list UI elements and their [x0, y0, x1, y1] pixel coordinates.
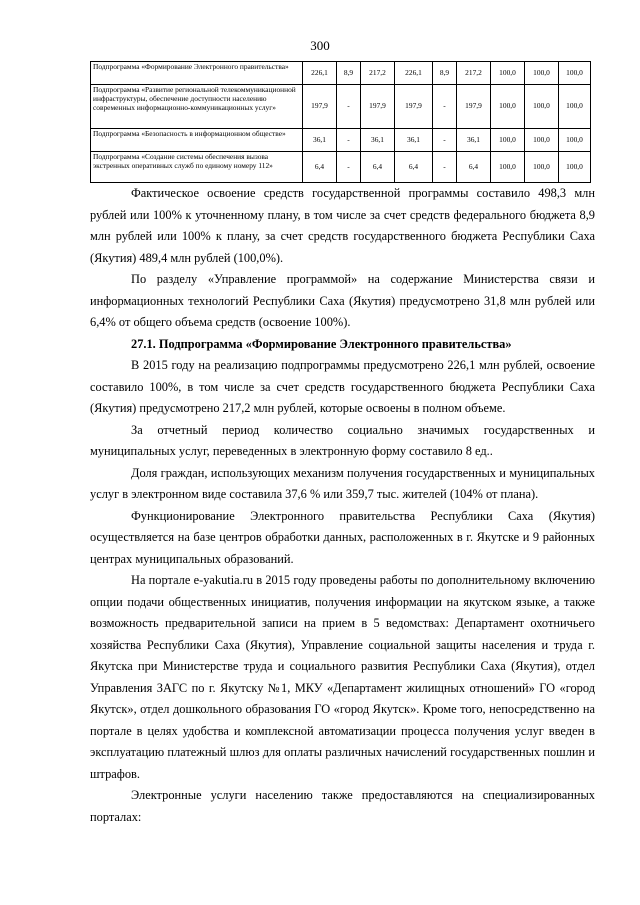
table-cell-value: 197,9: [361, 85, 395, 129]
table-row: [91, 85, 591, 129]
table-cell-value: 197,9: [303, 85, 337, 129]
table-cell-value: 6,4: [303, 152, 337, 183]
table-cell-value: 100,0: [559, 129, 591, 152]
table-cell-value: 6,4: [395, 152, 433, 183]
table-cell-subprogram-name: Подпрограмма «Развитие региональной телекоммуникационной инфраструктуры, обеспечение доступности населению современных информационно-коммуникационных услуг»: [91, 85, 303, 129]
paragraph-portal-works: На портале e-yakutia.ru в 2015 году проведены работы по дополнительному включению опции подачи общественных инициатив, получения информации на якутском языке, а также возможность предварительной записи на прием в 5 ведомствах: Департамент охотничьего хозяйства Республики Саха (Якутия), Управление социальной защиты населения и труда г. Якутска при Министерстве труда и социального развития Республики Саха (Якутия), отдел Управления ЗАГС по г. Якутску №1, МКУ «Департамент жилищных отношений» ГО «город Якутск», отдел дошкольного образования ГО «город Якутск». Кроме того, непосредственно на портале в целях удобства и комплексной автоматизации процесса получения услуг введен в эксплуатацию платежный шлюз для оплаты различных начислений государственных пошлин и штрафов.: [90, 573, 595, 781]
table-cell-value: 100,0: [525, 62, 559, 85]
table-cell-value: 100,0: [491, 152, 525, 183]
paragraph-citizens-share: Доля граждан, использующих механизм получения государственных и муниципальных услуг в электронном виде составила 37,6 % или 359,7 тыс. жителей (104% от плана).: [90, 465, 595, 501]
table-cell-value: 8,9: [433, 62, 457, 85]
table-cell-value: -: [433, 152, 457, 183]
table-cell-value: 100,0: [559, 85, 591, 129]
table-cell-value: -: [337, 85, 361, 129]
table-cell-value: 6,4: [457, 152, 491, 183]
table-cell-value: 217,2: [457, 62, 491, 85]
paragraph-actual-spending: Фактическое освоение средств государственной программы составило 498,3 млн рублей или 100% к уточненному плану, в том числе за счет средств федерального бюджета 8,9 млн рублей или 100% к плану, за счет средств государственного бюджета Республики Саха (Якутия) 489,4 млн рублей (100,0%).: [90, 186, 595, 265]
budget-table: [90, 61, 591, 183]
table-cell-subprogram-name: Подпрограмма «Создание системы обеспечения вызова экстренных оперативных служб по единому номеру 112»: [91, 152, 303, 183]
table-cell-value: 36,1: [395, 129, 433, 152]
table-cell-subprogram-name: Подпрограмма «Формирование Электронного правительства»: [91, 62, 303, 85]
paragraph-electronic-services-count: За отчетный период количество социально значимых государственных и муниципальных услуг, переведенных в электронную форму составило 8 ед..: [90, 422, 595, 458]
table-cell-value: -: [337, 152, 361, 183]
table-cell-value: 6,4: [361, 152, 395, 183]
table-cell-value: 100,0: [491, 62, 525, 85]
table-cell-value: 226,1: [395, 62, 433, 85]
table-cell-subprogram-name: Подпрограмма «Безопасность в информационном обществе»: [91, 129, 303, 152]
table-cell-value: -: [433, 129, 457, 152]
table-cell-value: 36,1: [361, 129, 395, 152]
table-row: [91, 129, 591, 152]
table-cell-value: 226,1: [303, 62, 337, 85]
document-body: [90, 183, 595, 828]
paragraph-program-management: По разделу «Управление программой» на содержание Министерства связи и информационных технологий Республики Саха (Якутия) предусмотрено 31,8 млн рублей или 6,4% от общего объема средств (освоение 100%).: [90, 272, 595, 329]
table-cell-value: 100,0: [525, 152, 559, 183]
section-heading: 27.1. Подпрограмма «Формирование Электронного правительства»: [131, 336, 512, 351]
table-cell-value: 100,0: [525, 85, 559, 129]
table-row: [91, 62, 591, 85]
table-cell-value: 100,0: [559, 152, 591, 183]
table-cell-value: 100,0: [525, 129, 559, 152]
paragraph-data-centers: Функционирование Электронного правительства Республики Саха (Якутия) осуществляется на базе центров обработки данных, расположенных в г. Якутске и 9 районных центрах муниципальных образований.: [90, 508, 595, 566]
table-cell-value: 36,1: [457, 129, 491, 152]
paragraph-specialized-portals: Электронные услуги населению также предоставляются на специализированных порталах:: [90, 788, 595, 824]
table-cell-value: -: [337, 129, 361, 152]
table-cell-value: 8,9: [337, 62, 361, 85]
table-cell-value: 100,0: [491, 129, 525, 152]
table-cell-value: 100,0: [491, 85, 525, 129]
paragraph-subprogram-funding: В 2015 году на реализацию подпрограммы предусмотрено 226,1 млн рублей, освоение составило 100%, в том числе за счет средств государственного бюджета Республики Саха (Якутия) предусмотрено 217,2 млн рублей, которые освоены в полном объеме.: [90, 358, 595, 415]
table-cell-value: 36,1: [303, 129, 337, 152]
table-row: [91, 152, 591, 183]
table-cell-value: 197,9: [457, 85, 491, 129]
table-cell-value: -: [433, 85, 457, 129]
table-cell-value: 100,0: [559, 62, 591, 85]
table-cell-value: 197,9: [395, 85, 433, 129]
table-cell-value: 217,2: [361, 62, 395, 85]
page-number: 300: [310, 38, 330, 53]
